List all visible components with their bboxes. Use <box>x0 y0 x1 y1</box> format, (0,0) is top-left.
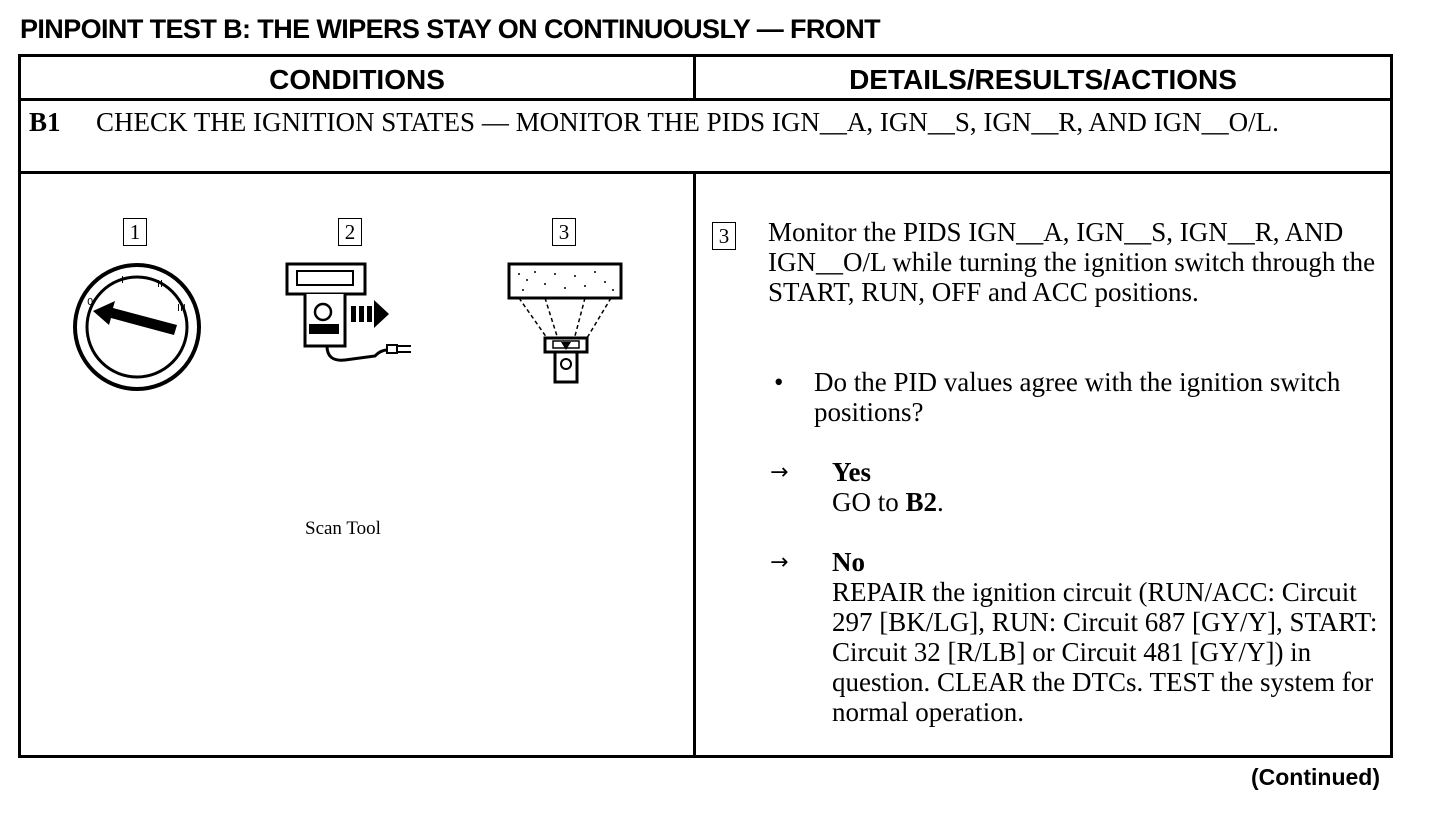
table-header-row <box>21 57 1390 101</box>
details-header: DETAILS/RESULTS/ACTIONS <box>849 64 1237 95</box>
step-row <box>21 101 1390 174</box>
display-monitor-icon <box>505 260 625 390</box>
step-title: CHECK THE IGNITION STATES — MONITOR THE PIDS IGN__A, IGN__S, IGN__R, AND IGN__O/L. <box>96 107 1279 137</box>
continued-label: (Continued) <box>1250 764 1380 790</box>
ignition-switch-icon <box>71 261 203 393</box>
page-title: PINPOINT TEST B: THE WIPERS STAY ON CONTINUOUSLY — FRONT <box>20 14 880 44</box>
instruction-text: Monitor the PIDS IGN__A, IGN__S, IGN__R, AND IGN__O/L while turning the ignition switch through the START, RUN, OFF and ACC positions. <box>768 217 1376 307</box>
question-text: Do the PID values agree with the ignition switch positions? <box>814 367 1341 427</box>
yes-arrow-icon: → <box>770 460 789 485</box>
figure-number-3: 3 <box>552 218 576 246</box>
ignition-mark-0: 0 <box>87 297 94 308</box>
step-id: B1 <box>29 107 61 137</box>
yes-action-target: B2 <box>905 487 938 517</box>
ignition-mark-1: I <box>121 275 124 286</box>
scan-tool-caption: Scan Tool <box>305 518 381 539</box>
details-cell <box>696 174 1390 755</box>
bullet-icon: • <box>774 367 784 397</box>
conditions-header: CONDITIONS <box>21 57 696 98</box>
ignition-mark-2: II <box>157 279 163 290</box>
figure-number-1: 1 <box>123 218 147 246</box>
pinpoint-test-table <box>18 54 1393 758</box>
no-label: No <box>832 547 865 577</box>
scan-tool-icon <box>283 260 423 370</box>
figure-number-2: 2 <box>338 218 362 246</box>
conditions-cell <box>21 174 696 755</box>
ignition-mark-3: III <box>177 303 186 314</box>
yes-label: Yes <box>832 457 871 487</box>
no-action: REPAIR the ignition circuit (RUN/ACC: Circuit 297 [BK/LG], RUN: Circuit 687 [GY/Y], START: Circuit 32 [R/LB] or Circuit 481 [GY/Y]) in question. CLEAR the DTCs. TEST the system for normal operation. <box>832 577 1378 727</box>
no-arrow-icon: → <box>770 550 789 575</box>
detail-step-number: 3 <box>712 222 736 250</box>
yes-action: GO to B2. <box>832 487 944 517</box>
